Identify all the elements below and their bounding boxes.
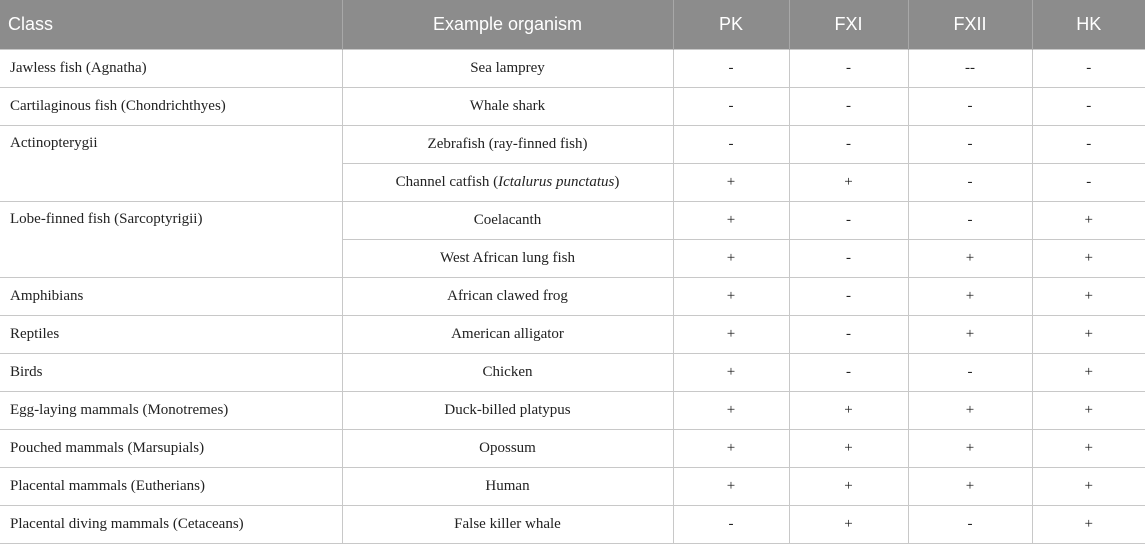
table-body: [0, 49, 1145, 543]
organism-cell: Human: [342, 467, 673, 505]
class-cell: Jawless fish (Agnatha): [0, 49, 342, 87]
table-row: [0, 87, 1145, 125]
fxii-cell: -: [908, 125, 1032, 163]
fxii-cell: -: [908, 353, 1032, 391]
class-cell: Reptiles: [0, 315, 342, 353]
fxii-cell: +: [908, 315, 1032, 353]
class-cell: Egg-laying mammals (Monotremes): [0, 391, 342, 429]
pk-cell: +: [673, 391, 789, 429]
table-row: [0, 315, 1145, 353]
table-row: [0, 505, 1145, 543]
pk-cell: +: [673, 277, 789, 315]
hk-cell: -: [1032, 125, 1145, 163]
fxii-cell: +: [908, 467, 1032, 505]
pk-cell: +: [673, 239, 789, 277]
fxi-cell: +: [789, 391, 908, 429]
fxii-cell: -: [908, 505, 1032, 543]
fxi-cell: +: [789, 505, 908, 543]
pk-cell: -: [673, 125, 789, 163]
pk-cell: +: [673, 353, 789, 391]
table-row: [0, 391, 1145, 429]
organism-cell: West African lung fish: [342, 239, 673, 277]
organism-cell: False killer whale: [342, 505, 673, 543]
class-cell: Pouched mammals (Marsupials): [0, 429, 342, 467]
table-row: [0, 353, 1145, 391]
pk-cell: -: [673, 87, 789, 125]
table-row: [0, 277, 1145, 315]
class-cell: Amphibians: [0, 277, 342, 315]
fxii-cell: +: [908, 277, 1032, 315]
hk-cell: -: [1032, 163, 1145, 201]
fxi-cell: -: [789, 239, 908, 277]
fxii-cell: -: [908, 163, 1032, 201]
pk-cell: +: [673, 163, 789, 201]
organism-cell: Duck-billed platypus: [342, 391, 673, 429]
organism-text-suffix: ): [614, 173, 620, 190]
header-class: Class: [0, 0, 342, 49]
fxi-cell: -: [789, 87, 908, 125]
table-row: [0, 201, 1145, 239]
hk-cell: +: [1032, 239, 1145, 277]
fxii-cell: +: [908, 429, 1032, 467]
hk-cell: +: [1032, 201, 1145, 239]
header-row: [0, 0, 1145, 49]
fxii-cell: --: [908, 49, 1032, 87]
fxii-cell: +: [908, 239, 1032, 277]
hk-cell: +: [1032, 353, 1145, 391]
pk-cell: +: [673, 201, 789, 239]
hk-cell: +: [1032, 315, 1145, 353]
class-cell: Cartilaginous fish (Chondrichthyes): [0, 87, 342, 125]
fxi-cell: -: [789, 201, 908, 239]
class-cell: Lobe-finned fish (Sarcoptyrigii): [0, 201, 342, 277]
organism-cell: Chicken: [342, 353, 673, 391]
organism-cell: American alligator: [342, 315, 673, 353]
organism-cell: Whale shark: [342, 87, 673, 125]
header-pk: PK: [673, 0, 789, 49]
fxi-cell: -: [789, 277, 908, 315]
organism-text-prefix: Channel catfish (: [395, 173, 499, 190]
fxi-cell: +: [789, 163, 908, 201]
fxii-cell: -: [908, 87, 1032, 125]
header-example-organism: Example organism: [342, 0, 673, 49]
pk-cell: -: [673, 49, 789, 87]
header-fxi: FXI: [789, 0, 908, 49]
pk-cell: +: [673, 467, 789, 505]
table-row: [0, 467, 1145, 505]
fxii-cell: +: [908, 391, 1032, 429]
header-hk: HK: [1032, 0, 1145, 49]
hk-cell: -: [1032, 49, 1145, 87]
fxi-cell: -: [789, 315, 908, 353]
fxi-cell: -: [789, 353, 908, 391]
table-header: [0, 0, 1145, 49]
fxi-cell: +: [789, 467, 908, 505]
class-cell: Placental diving mammals (Cetaceans): [0, 505, 342, 543]
class-cell: Birds: [0, 353, 342, 391]
table-row: [0, 49, 1145, 87]
hk-cell: +: [1032, 277, 1145, 315]
organism-cell: Zebrafish (ray-finned fish): [342, 125, 673, 163]
table-row: [0, 429, 1145, 467]
hk-cell: +: [1032, 467, 1145, 505]
hk-cell: +: [1032, 505, 1145, 543]
organism-cell: Coelacanth: [342, 201, 673, 239]
organism-cell: African clawed frog: [342, 277, 673, 315]
pk-cell: +: [673, 429, 789, 467]
class-cell: Actinopterygii: [0, 125, 342, 201]
organism-cell: Opossum: [342, 429, 673, 467]
header-fxii: FXII: [908, 0, 1032, 49]
hk-cell: -: [1032, 87, 1145, 125]
fxi-cell: -: [789, 49, 908, 87]
fxii-cell: -: [908, 201, 1032, 239]
hk-cell: +: [1032, 429, 1145, 467]
organism-scientific-name: Ictalurus punctatus: [498, 173, 615, 190]
class-cell: Placental mammals (Eutherians): [0, 467, 342, 505]
fxi-cell: +: [789, 429, 908, 467]
fxi-cell: -: [789, 125, 908, 163]
pk-cell: +: [673, 315, 789, 353]
hk-cell: +: [1032, 391, 1145, 429]
organism-cell: Sea lamprey: [342, 49, 673, 87]
organism-cell: [342, 163, 673, 201]
pk-cell: -: [673, 505, 789, 543]
table-row: [0, 125, 1145, 163]
